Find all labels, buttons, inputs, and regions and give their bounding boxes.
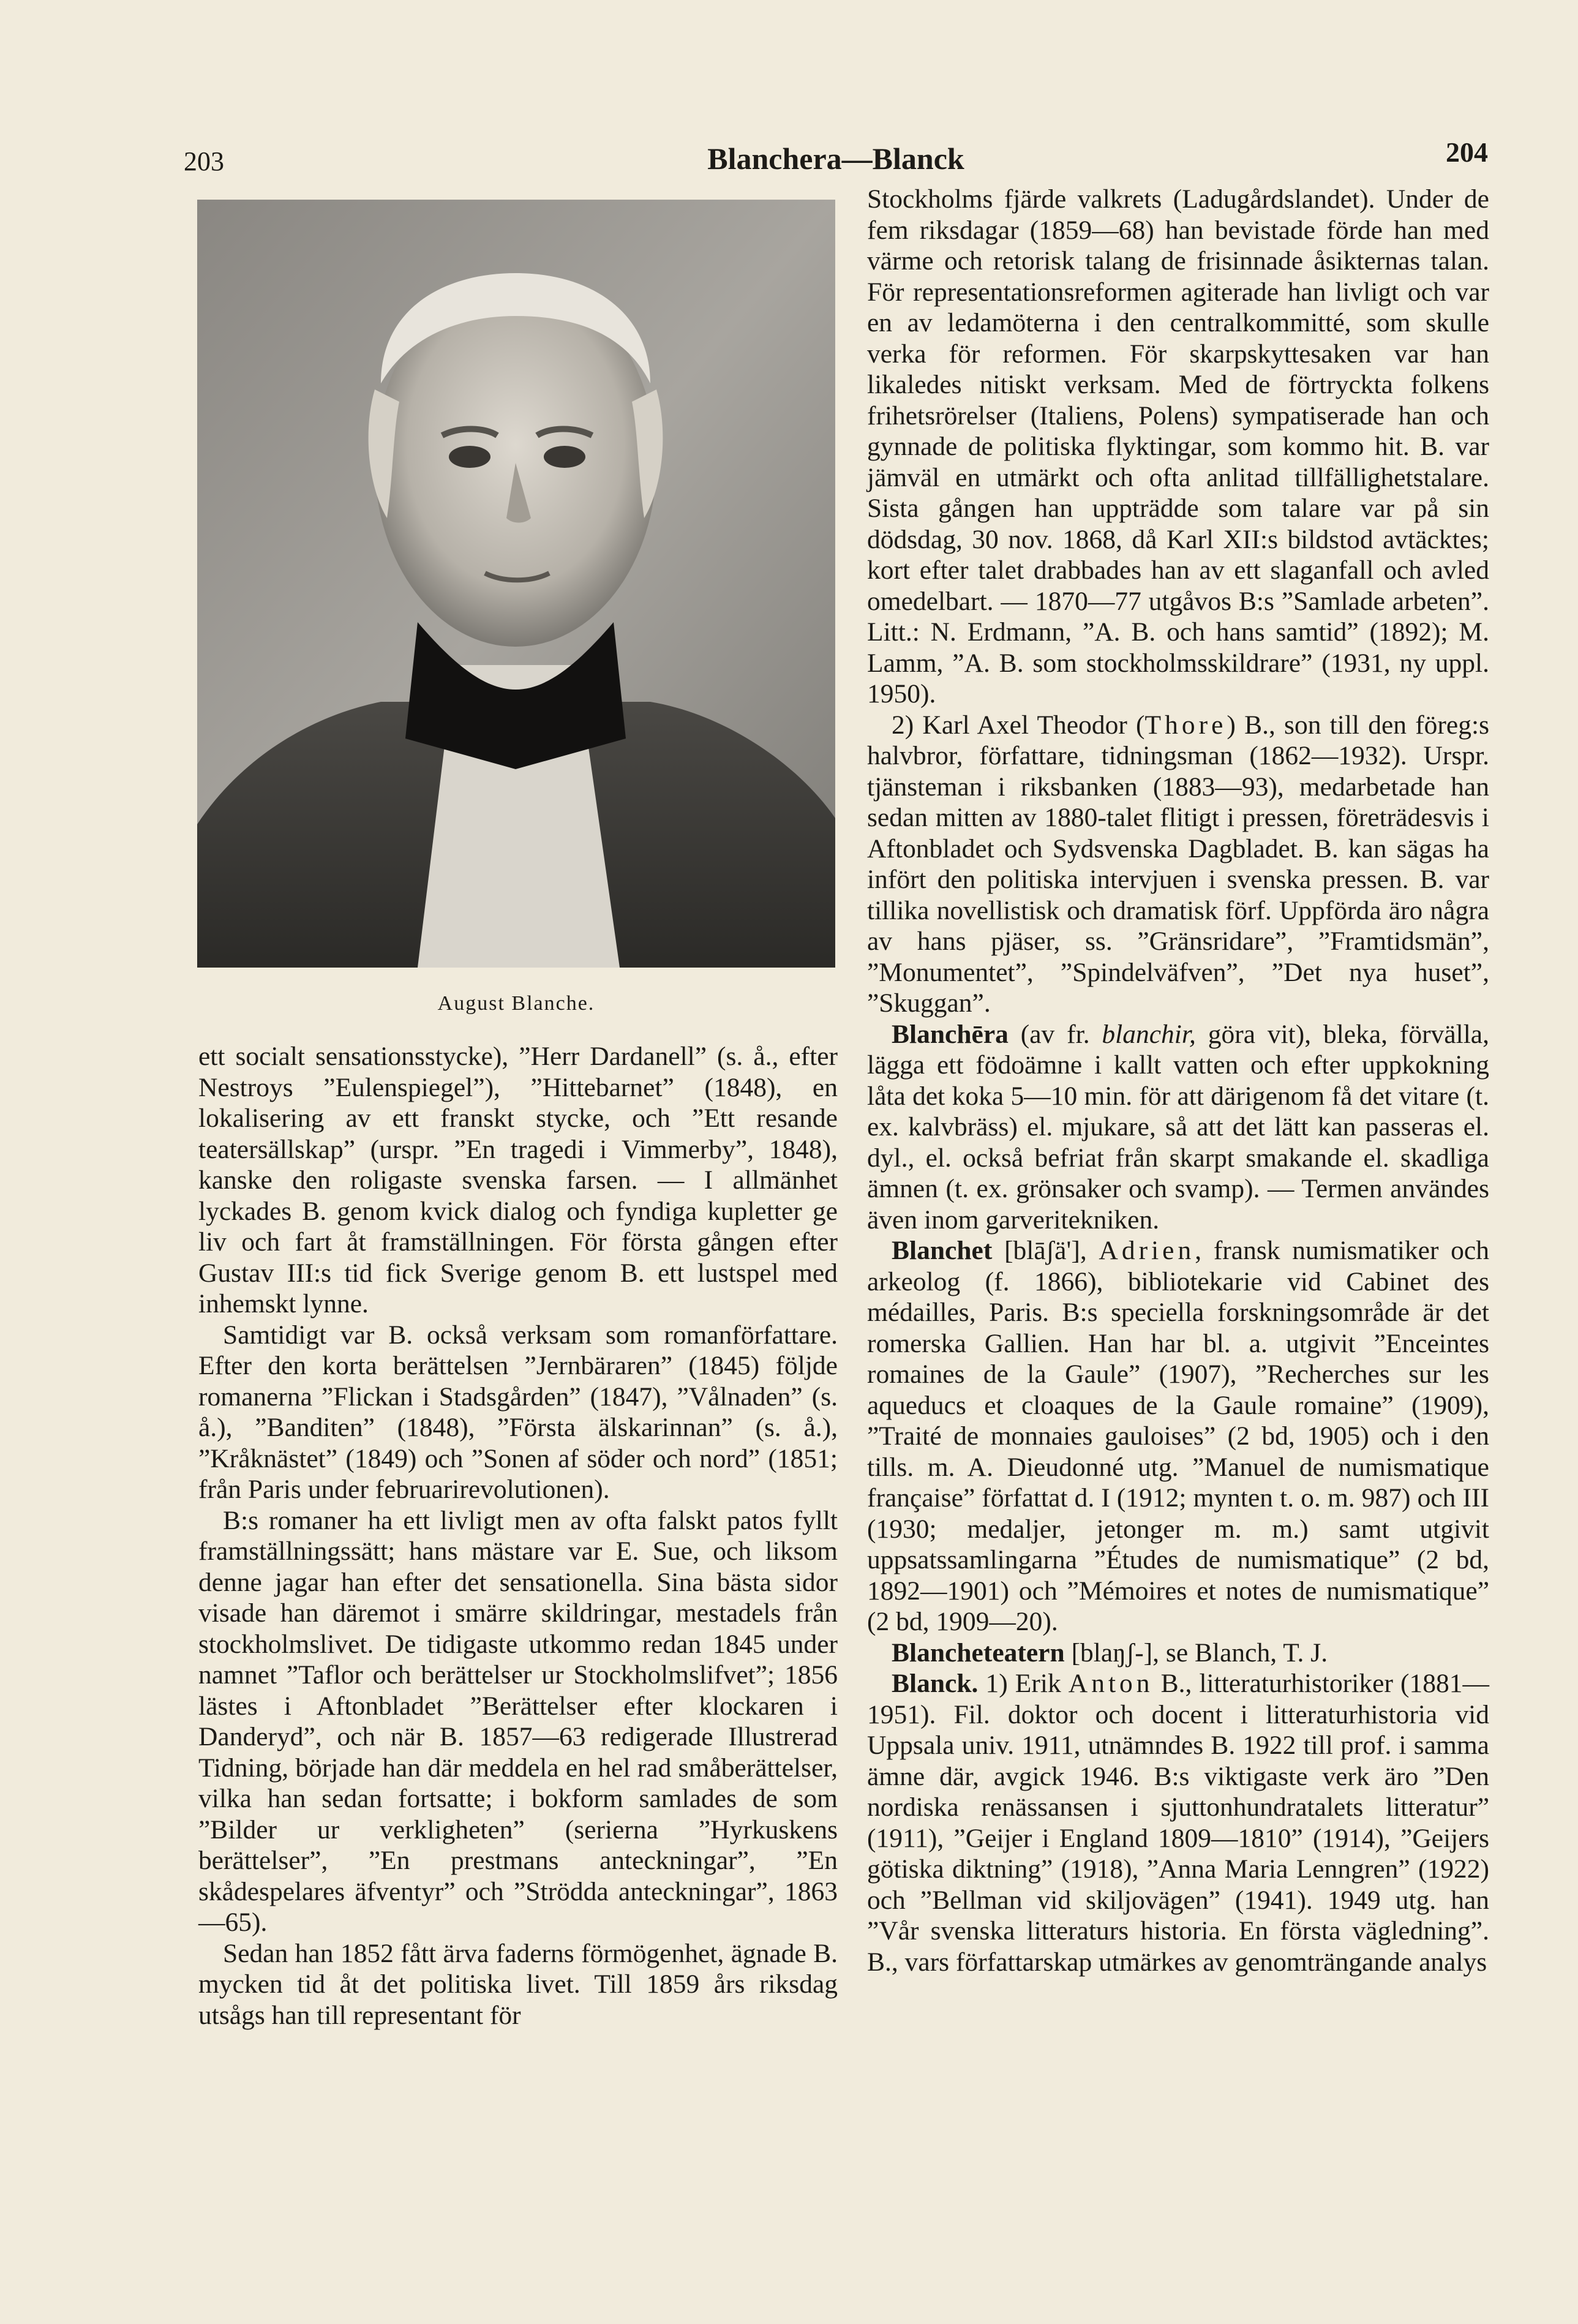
headword-blanck: Blanck. xyxy=(892,1669,979,1698)
left-paragraph-2: Samtidigt var B. också verksam som romanförfattare. Efter den korta berättelsen ”Jernbäraren” (1845) följde romanerna ”Flickan i Stadsgården” (1847), ”Vålnaden” (s. å.), ”Banditen” (1848), ”Första älskarinnan” (s. å.), ”Kråknästet” (1849) och ”Sonen af söder och nord” (1851; från Paris under februarirevolutionen). xyxy=(198,1320,838,1504)
headword-blanchet: Blanchet xyxy=(892,1236,993,1265)
headword-blanchera: Blanchēra xyxy=(892,1019,1009,1049)
right-paragraph-1: Stockholms fjärde valkrets (Ladugårdslandet). Under de fem riksdagar (1859—68) han bevistade förde han med värme och retorisk talang de frisinnade åsikternas talan. För representationsreformen agiterade han livligt och var en av ledamöterna i den centralkommitté, som skulle verka för reformen. För skarpskyttesaken var han likaledes nitiskt verksam. Med de förtryckta folkens frihetsrörelser (Italiens, Polens) sympatiserade han och gynnade de politiska flyktingar, som kommo hit. B. var jämväl en utmärkt och ofta anlitad tillfällighetstalare. Sista gången han uppträdde som talare var på sin dödsdag, 30 nov. 1868, då Karl XII:s bildstod avtäcktes; kort efter talet drabbades han av ett slaganfall och avled omedelbart. — 1870—77 utgåvos B:s ”Samlade arbeten”. Litt.: N. Erdmann, ”A. B. och hans samtid” (1892); M. Lamm, ”A. B. som stockholmsskildrare” (1931, ny uppl. 1950). xyxy=(867,184,1489,709)
page-header xyxy=(184,136,1488,179)
page-number-left: 203 xyxy=(184,146,224,176)
left-paragraph-4: Sedan han 1852 fått ärva faderns förmögenhet, ägnade B. mycken tid åt det politiska livet. Till 1859 års riksdag utsågs han till representant för xyxy=(198,1938,838,2030)
headword-blancheteatern: Blancheteatern xyxy=(892,1638,1065,1668)
portrait-photo xyxy=(197,200,835,968)
portrait-caption: August Blanche. xyxy=(437,992,595,1015)
running-head: Blanchera—Blanck xyxy=(707,141,964,176)
page-number-right: 204 xyxy=(1446,137,1488,168)
left-column xyxy=(198,1041,838,2031)
entry-blancheteatern: Blancheteatern [blaŋʃ-], se Blanch, T. J. xyxy=(892,1638,1328,1668)
left-paragraph-1: ett socialt sensationsstycke), ”Herr Dardanell” (s. å., efter Nestroys ”Eulenspiegel”), ”Hittebarnet” (1848), en lokalisering av ett franskt stycke, och ”Ett resande teatersällskap” (urspr. ”En tragedi i Vimmerby”, 1848), kanske den roligaste svenska farsen. — I allmänhet lyckades B. genom kvick dialog och fyndiga kupletter ge liv och fart åt framställningen. För första gången efter Gustav III:s tid fick Sverige genom B. ett lustspel med inhemskt lynne. xyxy=(198,1042,838,1318)
entry-blanck: Blanck. 1) Erik Anton B., litteraturhistoriker (1881—1951). Fil. doktor och docent i litteraturhistoria vid Uppsala univ. 1911, utnämndes B. 1922 till prof. i samma ämne där, avgick 1946. B:s viktigaste verk äro ”Den nordiska renässansen i sjuttonhundratalets litteratur” (1911), ”Geijer i England 1809—1810” (1914), ”Geijers götiska diktning” (1918), ”Anna Maria Lenngren” (1922) och ”Bellman vid skiljovägen” (1941). 1949 utg. han ”Vår svenska litteraturs historia. En första vägledning”. B., vars författarskap utmärkes av genomträngande analys xyxy=(867,1669,1489,1977)
right-column xyxy=(867,184,1489,1977)
entry-blanchera: Blanchēra (av fr. blanchir, göra vit), bleka, förvälla, lägga ett födoämne i kallt vatten och efter uppkokning låta det koka 5—10 min. för att därigenom få det vitare (t. ex. kalvbräss) el. mjukare, så att det lätt kan passeras el. dyl., el. också befriat från skarpt smakande el. skadliga ämnen (t. ex. grönsaker och svamp). — Termen användes även inom garveritekniken. xyxy=(867,1019,1489,1235)
entry-name-thore: Thore xyxy=(1144,710,1227,740)
entry-blanchet: Blanchet [blāʃä'], Adrien, fransk numismatiker och arkeolog (f. 1866), bibliotekarie vid Cabinet des médailles, Paris. B:s speciella forskningsområde är det romerska Gallien. Han har bl. a. utgivit ”Enceintes romaines de la Gaule” (1907), ”Recherches sur les aqueducs et cloaques de la Gaule romaine” (1909), ”Traité de monnaies gauloises” (2 bd, 1905) och i den tills. m. A. Dieudonné utg. ”Manuel de numismatique française” författat d. I (1912; mynten t. o. m. 987) och III (1930; medaljer, jetonger m. m.) samt utgivit uppsatssamlingarna ”Études de numismatique” (2 bd, 1892—1901) och ”Mémoires et notes de numismatique” (2 bd, 1909—20). xyxy=(867,1236,1489,1636)
entry-blanche-thore: 2) Karl Axel Theodor (Thore) B., son till den föreg:s halvbror, författare, tidningsman (1862—1932). Urspr. tjänsteman i riksbanken (1883—93), medarbetade han sedan mitten av 1880-talet flitigt i pressen, företrädesvis i Aftonbladet och Sydsvenska Dagbladet. B. kan sägas ha infört den politiska intervjuen i svenska pressen. B. var tillika novellistisk och dramatisk förf. Uppförda äro några av hans pjäser, ss. ”Gränsridare”, ”Framtidsmän”, ”Monumentet”, ”Spindelväfven”, ”Det nya huset”, ”Skuggan”. xyxy=(867,710,1489,1018)
left-paragraph-3: B:s romaner ha ett livligt men av ofta falskt patos fyllt framställningssätt; hans mästare var E. Sue, och liksom denne jagar han efter det sensationella. Sina bästa sidor visade han däremot i smärre skildringar, mestadels från stockholmslivet. De tidigaste utkommo redan 1845 under namnet ”Taflor och berättelser ur Stockholmslifvet”; 1856 lästes i Aftonbladet ”Berättelser efter klockaren i Danderyd”, och när B. 1857—63 redigerade Illustrerad Tidning, började han där meddela en hel rad småberättelser, vilka han sedan fortsatte; i bokform samlades de som ”Bilder ur verkligheten” (serierna ”Hyrkuskens berättelser”, ”En prestmans anteckningar”, ”En skådespelares äfventyr” och ”Strödda anteckningar”, 1863—65). xyxy=(198,1505,838,1937)
